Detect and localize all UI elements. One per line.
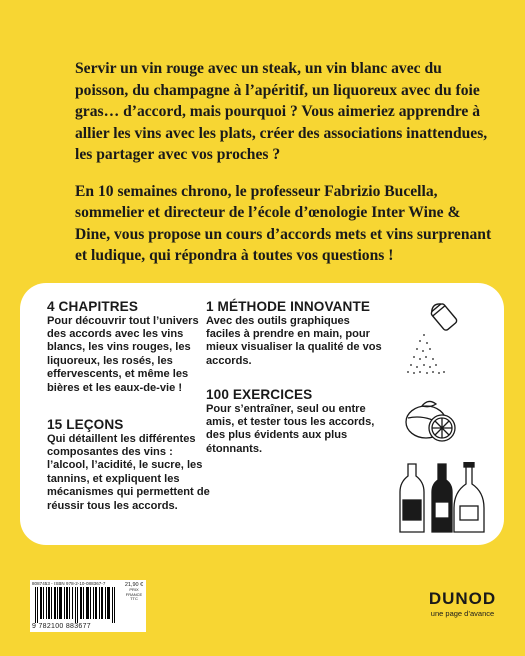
bottles-icon — [394, 462, 492, 534]
publisher-logo — [415, 590, 510, 618]
feature-exercises-text: Pour s’entraîner, seul ou entre amis, et tester tous les accords, des plus évidents aux plus étonnants. — [206, 402, 375, 455]
feature-chapters — [47, 300, 212, 395]
barcode-label — [30, 580, 146, 632]
back-cover-intro — [75, 58, 495, 282]
barcode-digits: 9 782100 883677 — [32, 623, 91, 630]
feature-chapters-text: Pour découvrir tout l’univers des accords avec les vins blancs, les vins rouges, les liquoreux, les rosés, les effervescents, et même les bières et les eaux-de-vie ! — [47, 314, 199, 394]
feature-lessons-text: Qui détaillent les différentes composantes des vins : l’alcool, l’acidité, le sucre, les tannins, et expliquent les mécanismes qui permettent de réussir tous les accords. — [47, 432, 210, 512]
price-block — [123, 582, 145, 602]
intro-paragraph-2: En 10 semaines chrono, le professeur Fabrizio Bucella, sommelier et directeur de l’école d’œnologie Inter Wine & Dine, vous propose un cours d’accords mets et vins surprenant et ludique, qui répondra à toutes vos questions ! — [75, 182, 492, 264]
feature-method-title: 1 MÉTHODE INNOVANTE — [206, 299, 371, 314]
isbn-line: 8087453 - ISBN 978-2-10-088367-7 — [32, 581, 106, 586]
feature-exercises — [206, 388, 381, 456]
feature-chapters-title: 4 CHAPITRES — [47, 299, 138, 314]
features-card — [20, 283, 504, 545]
barcode-icon — [33, 587, 119, 623]
feature-method-text: Avec des outils graphiques faciles à prendre en main, pour mieux visualiser la qualité de vos accords. — [206, 314, 382, 367]
feature-lessons — [47, 418, 212, 513]
price-value: 21,90 € — [124, 582, 144, 588]
salt-shaker-icon — [400, 299, 470, 377]
lemon-icon — [402, 396, 462, 446]
feature-method — [206, 300, 386, 368]
publisher-tagline: une page d’avance — [430, 609, 495, 618]
publisher-name: DUNOD — [428, 589, 497, 608]
price-label-1: PRIX — [129, 587, 139, 592]
price-label-3: TTC — [130, 596, 138, 602]
intro-paragraph-1: Servir un vin rouge avec un steak, un vin blanc avec du poisson, du champagne à l’apéritif, un liquoreux avec du foie gras… d’accord, mais pourquoi ? Vous aimeriez apprendre à allier les vins avec les plats, créer des associations inattendues, les partager avec vos proches ? — [75, 60, 488, 163]
feature-exercises-title: 100 EXERCICES — [206, 387, 313, 402]
price-label-2: FRANCE — [125, 591, 143, 597]
feature-lessons-title: 15 LEÇONS — [47, 417, 124, 432]
